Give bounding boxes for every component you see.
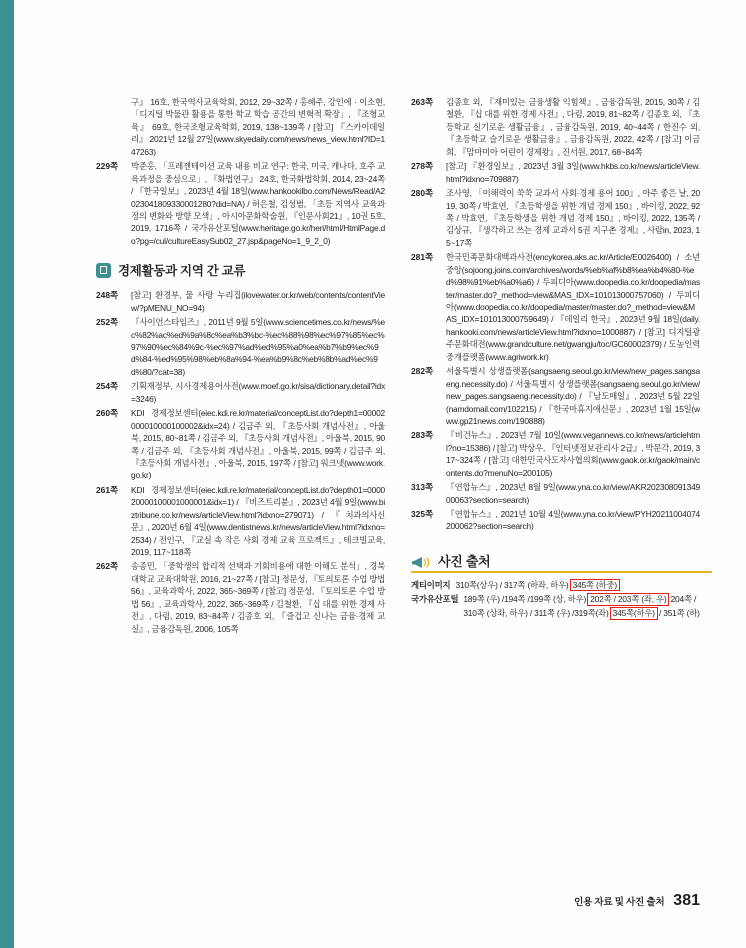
photo-credits-section xyxy=(411,551,700,621)
reference-text: 『비건뉴스』, 2023년 7월 10일(www.vegannews.co.kr/news/articlehtml?no=15386) / [참고] 박상우, 『인터넷정보관리사 2급』, 박문각, 2019, 317~324쪽 / [참고] 대한민국사도자사협의회(www.gaok.or.kr/gaok/main/contents.do?menuNo=200105) xyxy=(446,430,700,478)
reference-page-number: 260쪽 xyxy=(96,408,119,419)
left-column xyxy=(96,96,385,886)
reference-text: 『연합뉴스』, 2023년 8월 9일(www.yna.co.kr/view/AKR20230809134900063?section=search) xyxy=(446,482,700,505)
page-edge-band-inner xyxy=(14,0,17,948)
reference-text: 조사영, 「이해력이 쑥쑥 교과서 사회·경제 용어 100』, 아주 좋은 날, 2019, 30쪽 / 박효연, 『초등학생을 위한 개념 경제 150』, 바이킹, 2022, 92쪽 / 박효연, 『초등학생을 위한 개념 경제 150』, 바이킹, 2022, 135쪽 / 김상규, 『생각하고 쓰는 경제 교과서 5권 지구촌 경제』, 사람in, 2023, 15~17쪽 xyxy=(446,188,700,248)
reference-page-number: 281쪽 xyxy=(411,252,434,263)
reference-page-number: 252쪽 xyxy=(96,317,119,328)
credit-values xyxy=(463,593,700,620)
page-edge-band xyxy=(0,0,14,948)
reference-page-number: 282쪽 xyxy=(411,366,434,377)
credit-part: 189쪽 (우) /194쪽 /199쪽 (상, 하우) xyxy=(463,594,589,605)
reference-text: [참고] 환경부, 물 사랑 누리집(ilovewater.or.kr/web/contents/contentView/?pMENU_NO=94) xyxy=(131,290,385,313)
reference-text: 서울특별시 상생플랫폼(sangsaeng.seoul.go.kr/view/new_pages.sangsaeng.necessity.do) / 서울특별시 상생플랫폼(sangsaeng.seoul.go.kr/view/new_pages.sangsaeng.necessity.do) / 『남도매일』, 2023년 5월 22일(namdomail.com/102215) / 『한국마휴지애신문』, 2023년 1월 15일(www.gp21news.com/190888) xyxy=(446,366,700,426)
page-footer xyxy=(574,892,700,910)
reference-entry xyxy=(411,96,700,158)
reference-page-number: 254쪽 xyxy=(96,381,119,392)
reference-text: 박준홍, 「프레젠테이션 교육 내용 비교 연구: 한국, 미국, 캐나다, 호주 교육과정을 중심으로」, 『화법연구』 24호, 한국화법학회, 2014, 23~24쪽 / 『한국일보』, 2023년 4월 18일(www.hankookilbo.com/News/Read/A2023041809330001280?did=NA) / 허은철, 김성범, 「초등 지역사 교육과정의 변화와 방향 모색」, 아시아문화학술원, 『인문사회21』, 10권 5호, 2019, 1716쪽 / 국가유산포털(www.heritage.go.kr/heri/html/HtmlPage.do?pg=/cul/cultureEasySub02_27.jsp&pageNo=1_9_2_0) xyxy=(131,161,385,246)
reference-entry xyxy=(96,316,385,378)
reference-page-number: 280쪽 xyxy=(411,188,434,199)
reference-entry xyxy=(96,407,385,482)
reference-page-number: 313쪽 xyxy=(411,482,434,493)
section-title: 경제활동과 지역 간 교류 xyxy=(118,264,246,279)
credit-part: 204쪽 / 310쪽 (상좌, 하우) / 311쪽 (우) /319쪽(좌) xyxy=(463,594,697,619)
reference-page-number: 248쪽 xyxy=(96,290,119,301)
credit-source-label: 국가유산포털 xyxy=(411,594,459,605)
reference-page-number: 229쪽 xyxy=(96,161,119,172)
reference-page-number: 278쪽 xyxy=(411,161,434,172)
reference-text: KDI 경제정보센터(eiec.kdi.re.kr/material/conceptList.do?depth01=000020000100001000001&idx=1) / 『비즈트리뷴』, 2023년 4월 9일(www.biztribune.co.kr/news/articleView.html?idxno=279071) / 『치과의사신문』, 2020년 6월 4일(www.dentistnews.kr/news/articleView.html?idxno=2534) / 전인구, 『교실 속 작은 사회 경제 교육 프로젝트』, 테크빌교육, 2019, 117~118쪽 xyxy=(131,484,385,557)
reference-entry xyxy=(411,429,700,479)
reference-text: KDI 경제정보센터(eiec.kdi.re.kr/material/conceptList.do?depth1=00002000010000100002&idx=24) / 김금주 외, 『초등사회 개념사전』, 아울북, 2015, 80~81쪽 / 김금주 외, 『초등사회 개념사전』, 아울북, 2015, 90쪽 / 김금주 외, 『초등사회 개념사전』, 아울북, 2015, 99쪽 / 김금주 외, 『초등사회 개념사전』, 아울북, 2015, 197쪽 / [참고] 워크넷(www.work.go.kr) xyxy=(131,408,385,481)
reference-text: 『연합뉴스』, 2021년 10월 4일(www.yna.co.kr/view/PYH20211004074200062?section=search) xyxy=(446,509,700,532)
reference-entry xyxy=(96,96,385,158)
reference-entry xyxy=(411,508,700,533)
credit-source-label: 게티이미지 xyxy=(411,579,451,590)
credit-row xyxy=(411,579,700,593)
reference-page-number: 263쪽 xyxy=(411,97,434,107)
credit-part-highlighted: 345쪽 (하중) xyxy=(572,579,617,590)
reference-entry xyxy=(96,484,385,559)
reference-text: 김종호 외, 『재미있는 금융생활 익힘책』, 금융감독원, 2015, 30쪽 / 김철환, 『십 대를 위한 경제 사전』, 다림, 2019, 81~82쪽 / 김종호 외, 『초등학교 실기로운 생활금융』, 금융감독원, 2019, 40~44쪽 / 한진수 외, 『초등학교 슬기로운 생활금융』, 금융감독원, 2022, 42쪽 / [참고] 이금희, 『맘마미아 어린이 경제왕』, 진서원, 2017, 68~84쪽 xyxy=(446,97,700,157)
credit-part: 310쪽(상우) / 317쪽 (하좌, 하우) xyxy=(455,579,571,590)
reference-page-number: 262쪽 xyxy=(96,561,119,572)
megaphone-icon xyxy=(411,555,431,571)
reference-entry xyxy=(411,365,700,427)
reference-entry xyxy=(96,560,385,635)
reference-page-number: 283쪽 xyxy=(411,430,434,441)
reference-text: 송종민, 「중학생의 합리적 선택과 기회비용에 대한 이해도 분석」, 경북대학교 교육대학원, 2016, 21~27쪽 / [참고] 정문성, 『토의토론 수업 방법 56』, 교육과학사, 2022, 365~369쪽 / [참고] 정문성, 『토의토론 수업 방법 56』, 교육과학사, 2022, 365~369쪽 / 김철환, 『십 대를 위한 경제 사전』, 다림, 2019, 83~84쪽 / 김종호 외, 『즐겁고 신나는 금융·경제 교실』, 금융감독원, 2006, 105쪽 xyxy=(131,561,386,634)
right-column xyxy=(411,96,700,886)
reference-text: 기획재정부, 시사경제용어사전(www.moef.go.kr/sisa/dictionary.detail?idx=3246) xyxy=(131,381,385,404)
footer-label: 인용 자료 및 사진 출처 xyxy=(574,897,665,908)
reference-entry xyxy=(411,481,700,506)
credit-values xyxy=(455,579,700,593)
section-heading xyxy=(96,261,385,279)
book-icon xyxy=(96,263,111,278)
reference-entry xyxy=(96,380,385,405)
photo-credits-heading xyxy=(411,551,700,571)
credit-part: / 351쪽 (하) xyxy=(656,608,700,619)
page-number: 381 xyxy=(673,892,700,909)
credit-row xyxy=(411,593,700,620)
credit-part-highlighted: 202쪽 / 203쪽 (좌, 우) xyxy=(590,594,667,605)
reference-entry xyxy=(96,160,385,247)
reference-text: 『사이언스타임즈』, 2011년 9월 5일(www.sciencetimes.co.kr/news/%ec%82%ac%ed%9a%8c%ea%b3%bc-%ec%88%98%ec%97%85%ec%97%90%ec%84%9c-%ec%97%ad%ed%95%a0%ea%b7%b9%ec%9d%84-%ed%95%98%eb%8a%94-%ea%b9%8c%eb%8b%ad%ec%9d%80/?cat=38) xyxy=(131,317,385,377)
reference-entry xyxy=(411,160,700,185)
reference-page-number xyxy=(96,96,131,158)
reference-text: 한국민족문화대백과사전(encykorea.aks.ac.kr/Article/E0026400) / 소년중앙(sojoong.joins.com/archives/words/%eb%af%b8%ea%b4%80-%ed%98%91%eb%a0%a6) / 두피디아(www.doopedia.co.kr/doopedia/master/master.do?_method=view&MAS_IDX=101013000757060) / 두피디아(www.doopedia.co.kr/doopedia/master/master.do?_method=view&MAS_IDX=101013000759649) / 『데일리 한국』, 2023년 9월 18일(daily.hankooki.com/news/articleView.html?idxno=1000887) / [참고] 디지털광주문화대전(www.grandculture.net/gwangju/toc/GC60002379) / 도농인력중개플랫폼(www.agriwork.kr) xyxy=(446,252,700,362)
photo-credits-title: 사진 출처 xyxy=(438,553,491,569)
reference-text: 구』 16호, 한국역사교육학회, 2012, 29~32쪽 / 홍혜주, 강인에 · 이소현, 「디지털 박물관 활용을 통한 학교 학습 공간의 변혁적 확장」, 『조형교육』 69호, 한국조형교육학회, 2019, 138~139쪽 / [참고] 『스카이데일리』 2021년 12월 27일(www.skyedaily.com/news/news_view.html?ID=147263) xyxy=(131,97,385,157)
credit-part-highlighted: 345쪽(하우) xyxy=(612,608,655,619)
reference-entry xyxy=(96,289,385,314)
reference-text: [참고] 『환경일보』, 2023년 3월 3일(www.hkbs.co.kr/news/articleView.html?idxno=709887) xyxy=(446,161,700,184)
photo-credits-underline xyxy=(411,571,712,573)
two-column-body xyxy=(96,96,700,886)
reference-entry xyxy=(411,251,700,363)
reference-entry xyxy=(411,187,700,249)
reference-page-number: 325쪽 xyxy=(411,509,434,519)
reference-page-number: 261쪽 xyxy=(96,484,119,495)
